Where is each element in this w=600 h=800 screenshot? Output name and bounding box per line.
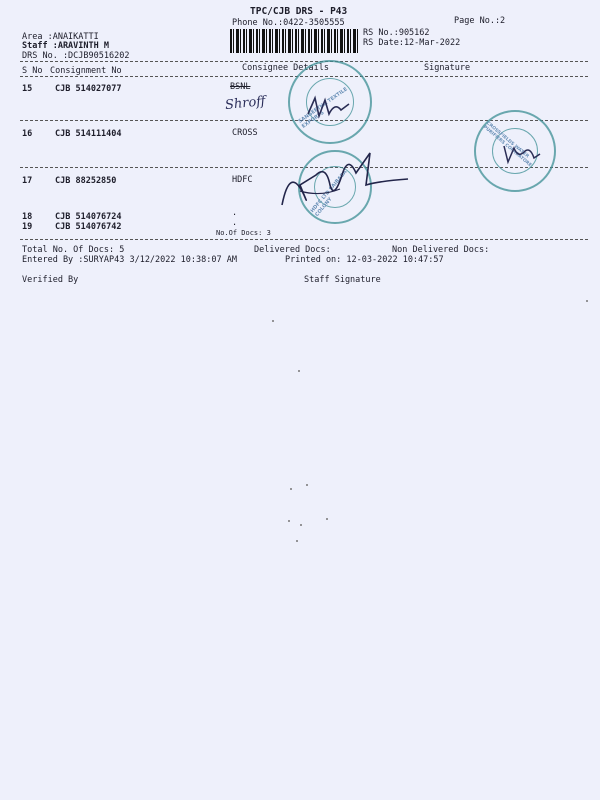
- row-17-consignee: HDFC: [232, 175, 253, 185]
- area-label: Area :ANAIKATTI: [22, 32, 99, 42]
- row-16-consignee: CROSS: [232, 128, 258, 138]
- row-18-consignment: CJB 514076724: [55, 212, 122, 222]
- row-19-consignment: CJB 514076742: [55, 222, 122, 232]
- staff-signature-label: Staff Signature: [304, 275, 381, 285]
- docs-count: No.Of Docs: 3: [216, 229, 271, 237]
- scan-speck: [296, 540, 298, 542]
- rs-number: RS No.:905162: [363, 28, 430, 38]
- row-18-consignee: .: [232, 208, 238, 218]
- non-delivered-docs: Non Delivered Docs:: [392, 245, 490, 255]
- row-17-consignment: CJB 88252850: [55, 176, 117, 186]
- row-15-handwritten-name: Shroff: [224, 93, 267, 114]
- column-consignee: Consignee Details: [242, 63, 329, 73]
- column-sno: S No: [22, 66, 43, 76]
- scan-speck: [288, 520, 290, 522]
- scan-speck: [290, 488, 292, 490]
- signature-row-16: [500, 138, 545, 168]
- page-number: Page No.:2: [454, 16, 506, 26]
- entered-by: Entered By :SURYAP43 3/12/2022 10:38:07 AM: [22, 255, 237, 265]
- total-docs: Total No. Of Docs: 5: [22, 245, 125, 255]
- signature-row-15: [305, 92, 355, 122]
- signature-row-17: [270, 145, 410, 215]
- separator-bottom: [20, 239, 588, 240]
- row-19-sno: 19: [22, 222, 33, 232]
- staff-label: Staff :ARAVINTH M: [22, 41, 109, 51]
- stamp-2-text: CROSSFIELDS WATER PURIFIERS COIMBATORE: [481, 121, 533, 169]
- stamp-3-text: HDFC LTD SAIBABA COLONY: [309, 169, 349, 218]
- row-15-sno: 15: [22, 84, 33, 94]
- scan-speck: [300, 524, 302, 526]
- column-signature: Signature: [424, 63, 471, 73]
- row-16-sno: 16: [22, 129, 33, 139]
- row-16-consignment: CJB 514111404: [55, 129, 122, 139]
- column-consignment: Consignment No: [50, 66, 122, 76]
- rs-date: RS Date:12-Mar-2022: [363, 38, 461, 48]
- row-15-consignee: BSNL: [230, 82, 251, 92]
- scan-speck: [586, 300, 588, 302]
- verified-by: Verified By: [22, 275, 79, 285]
- separator-top: [20, 61, 588, 62]
- scan-speck: [272, 320, 274, 322]
- drs-number: DRS No. :DCJB90516202: [22, 51, 130, 61]
- scan-speck: [306, 484, 308, 486]
- delivered-docs: Delivered Docs:: [254, 245, 331, 255]
- row-18-sno: 18: [22, 212, 33, 222]
- row-17-sno: 17: [22, 176, 33, 186]
- phone-number: Phone No.:0422-3505555: [232, 18, 345, 28]
- document-title: TPC/CJB DRS - P43: [250, 6, 348, 17]
- barcode: [230, 29, 358, 53]
- stamp-1-text: SANGEETHA TEXTILE EXPORTS: [297, 86, 349, 130]
- scan-speck: [298, 370, 300, 372]
- printed-on: Printed on: 12-03-2022 10:47:57: [285, 255, 444, 265]
- row-19-consignee: .: [232, 218, 238, 228]
- scan-speck: [326, 518, 328, 520]
- row-15-consignment: CJB 514027077: [55, 84, 122, 94]
